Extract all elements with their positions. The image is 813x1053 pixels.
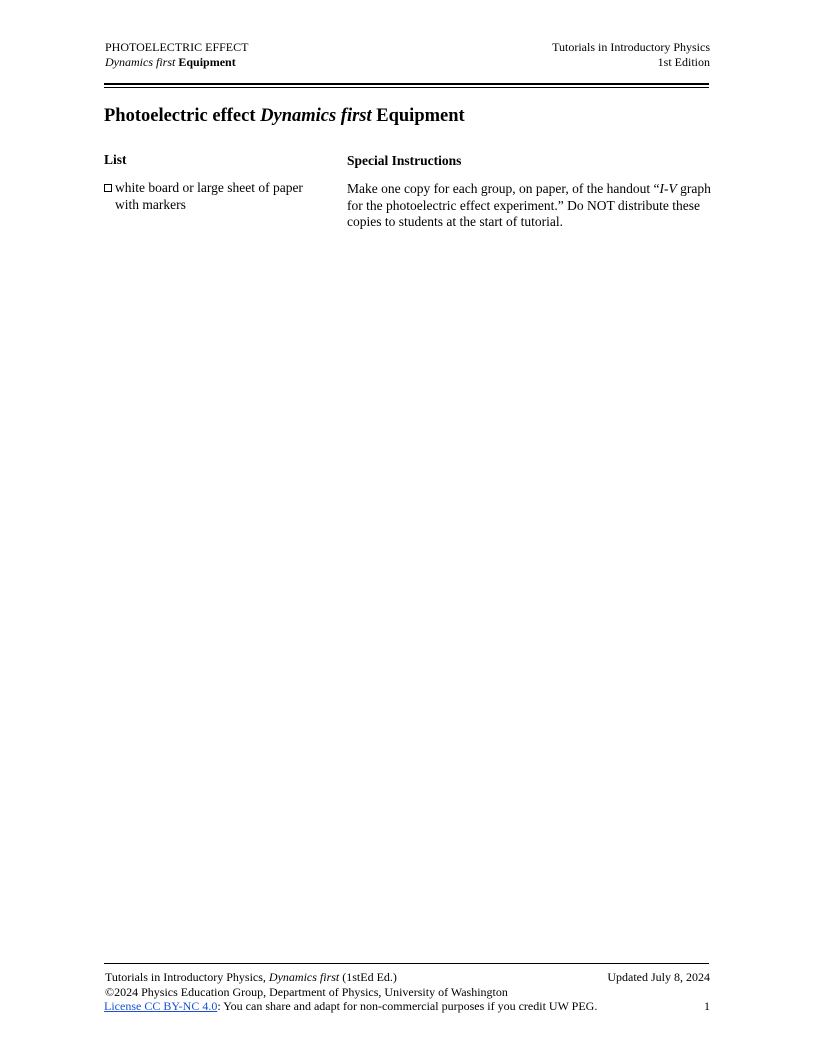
page-title xyxy=(104,104,465,128)
equipment-list-section xyxy=(104,151,304,213)
footer-rule xyxy=(104,963,709,964)
page-number: 1 xyxy=(704,999,710,1013)
header-edition: 1st Edition xyxy=(657,54,710,69)
header-topic: PHOTOELECTRIC EFFECT xyxy=(105,40,249,54)
title-italic: Dynamics first xyxy=(260,106,372,126)
title-part3: Equipment xyxy=(371,106,465,126)
special-text-part2: graph for the photoelectric effect experiment.” Do NOT distribute these copies to students at the start of tutorial. xyxy=(347,181,711,229)
running-header-right xyxy=(552,40,710,69)
footer-citation-a: Tutorials in Introductory Physics, xyxy=(105,970,269,984)
list-item xyxy=(104,180,304,213)
license-link[interactable]: License CC BY-NC 4.0 xyxy=(104,999,218,1013)
footer-license-text: : You can share and adapt for non-commercial purposes if you credit UW PEG. xyxy=(217,999,598,1013)
list-item-text: white board or large sheet of paper with markers xyxy=(115,180,303,212)
header-subtitle-bold: Equipment xyxy=(178,54,236,69)
footer-citation-b: (1stEd Ed.) xyxy=(339,970,397,984)
header-rule-thick xyxy=(104,83,709,85)
footer-updated-date: Updated July 8, 2024 xyxy=(607,970,710,984)
header-book-title: Tutorials in Introductory Physics xyxy=(552,40,710,54)
special-instructions-heading: Special Instructions xyxy=(347,153,462,168)
footer-license xyxy=(104,999,597,1014)
title-part1: Photoelectric effect xyxy=(104,106,261,126)
running-header-left xyxy=(105,40,248,69)
header-rule-thin xyxy=(104,87,709,88)
special-text-italic: I-V xyxy=(659,181,677,196)
header-subtitle-italic: Dynamics first xyxy=(105,54,176,69)
footer-citation-italic: Dynamics first xyxy=(268,970,340,984)
special-text-part1: Make one copy for each group, on paper, of the handout “ xyxy=(347,181,660,196)
list-heading: List xyxy=(104,152,127,167)
checkbox-icon xyxy=(104,184,112,192)
footer-copyright: ©2024 Physics Education Group, Department of Physics, University of Washington xyxy=(105,985,508,999)
header-subtitle xyxy=(105,55,248,70)
footer-citation xyxy=(105,970,397,985)
special-instructions-section xyxy=(347,152,717,231)
special-instructions-text xyxy=(347,181,712,231)
